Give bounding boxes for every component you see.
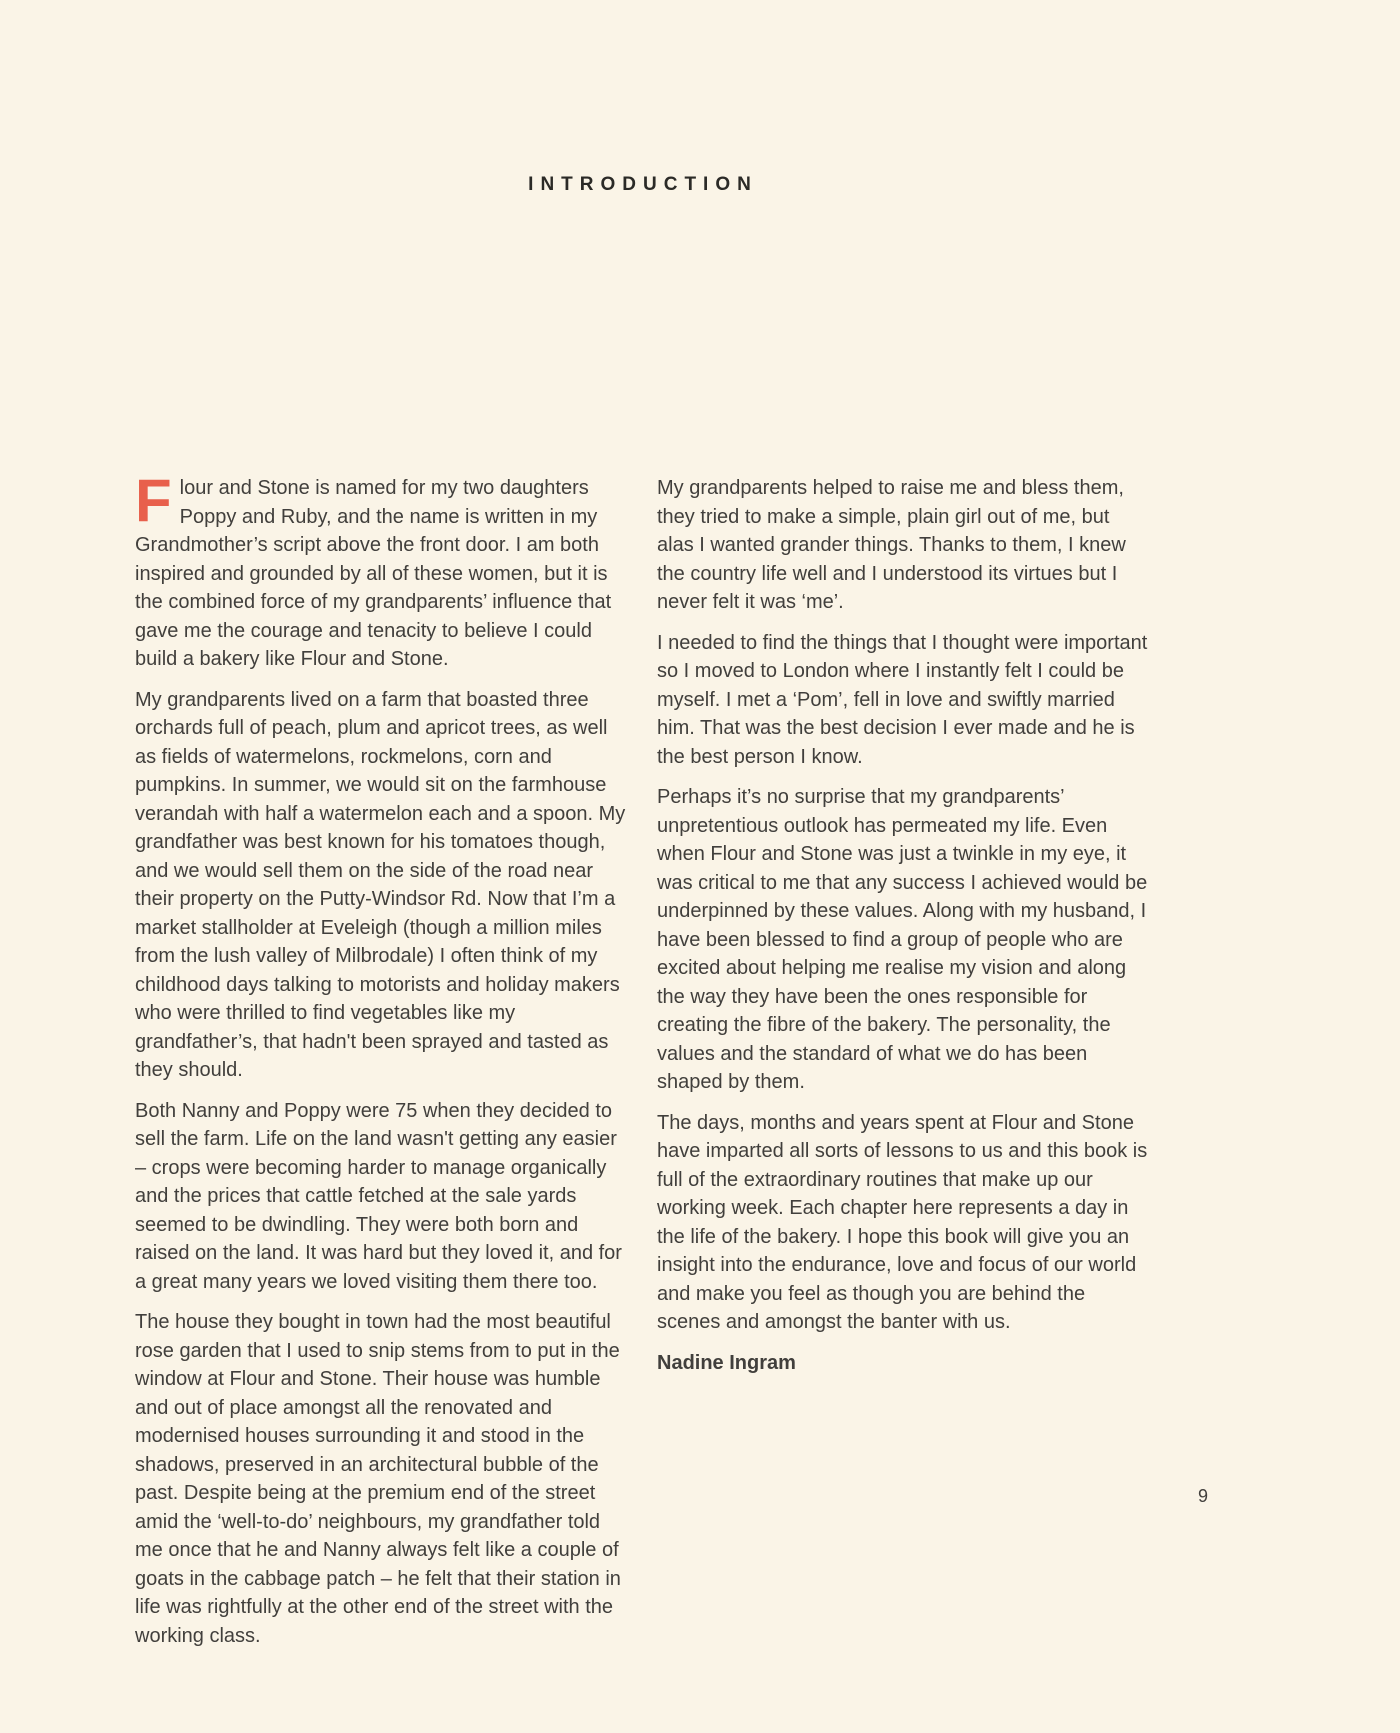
paragraph: My grandparents lived on a farm that boasted three orchards full of peach, plum and apricot trees, as well as fields of watermelons, rockmelons, corn and pumpkins. In summer, we would sit on the farmhouse verandah with half a watermelon each and a spoon. My grandfather was best known for his tomatoes though, and we would sell them on the side of the road near their property on the Putty-Windsor Rd. Now that I’m a market stallholder at Eveleigh (though a million miles from the lush valley of Milbrodale) I often think of my childhood days talking to motorists and holiday makers who were thrilled to find vegetables like my grandfather’s, that hadn't been sprayed and tasted as they should. [135,688,626,1081]
chapter-heading: INTRODUCTION [528,174,758,195]
page-content [135,0,1151,1662]
paragraph-text: lour and Stone is named for my two daughters Poppy and Ruby, and the name is written in my Grandmother’s script above the front door. I am both inspired and grounded by all of these women, but it is the combined force of my grandparents’ influence that gave me the courage and tenacity to believe I could build a bakery like Flour and Stone. [135,477,612,670]
paragraph-opening [135,467,629,674]
right-column [657,474,1151,1662]
paragraph: I needed to find the things that I thought were important so I moved to London where I instantly felt I could be myself. I met a ‘Pom’, fell in love and swiftly married him. That was the best decision I ever made and he is the best person I know. [657,631,1148,768]
left-column [135,467,629,1662]
drop-cap: F [135,467,172,534]
page-number: 9 [1198,1486,1209,1506]
paragraph: Both Nanny and Poppy were 75 when they decided to sell the farm. Life on the land wasn't getting any easier – crops were becoming harder to manage organically and the prices that cattle fetched at the sale yards seemed to be dwindling. They were both born and raised on the land. It was hard but they loved it, and for a great many years we loved visiting them there too. [135,1099,622,1293]
text-columns [135,467,1151,1662]
paragraph: My grandparents helped to raise me and bless them, they tried to make a simple, plain girl out of me, but alas I wanted grander things. Thanks to them, I knew the country life well and I understood its virtues but I never felt it was ‘me’. [657,477,1126,613]
paragraph: The days, months and years spent at Flour and Stone have imparted all sorts of lessons to us and this book is full of the extraordinary routines that make up our working week. Each chapter here represents a day in the life of the bakery. I hope this book will give you an insight into the endurance, love and focus of our world and make you feel as though you are behind the scenes and amongst the banter with us. [657,1111,1148,1333]
paragraph: The house they bought in town had the most beautiful rose garden that I used to snip stems from to put in the window at Flour and Stone. Their house was humble and out of place amongst all the renovated and modernised houses surrounding it and stood in the shadows, preserved in an architectural bubble of the past. Despite being at the premium end of the street amid the ‘well-to-do’ neighbours, my grandfather told me once that he and Nanny always felt like a couple of goats in the cabbage patch – he felt that their station in life was rightfully at the other end of the street with the working class. [135,1311,621,1647]
author-signature: Nadine Ingram [657,1351,796,1374]
paragraph: Perhaps it’s no surprise that my grandparents’ unpretentious outlook has permeated my life. Even when Flour and Stone was just a twinkle in my eye, it was critical to me that any success I achieved would be underpinned by these values. Along with my husband, I have been blessed to find a group of people who are excited about helping me realise my vision and along the way they have been the ones responsible for creating the fibre of the bakery. The personality, the values and the standard of what we do has been shaped by them. [657,786,1148,1093]
